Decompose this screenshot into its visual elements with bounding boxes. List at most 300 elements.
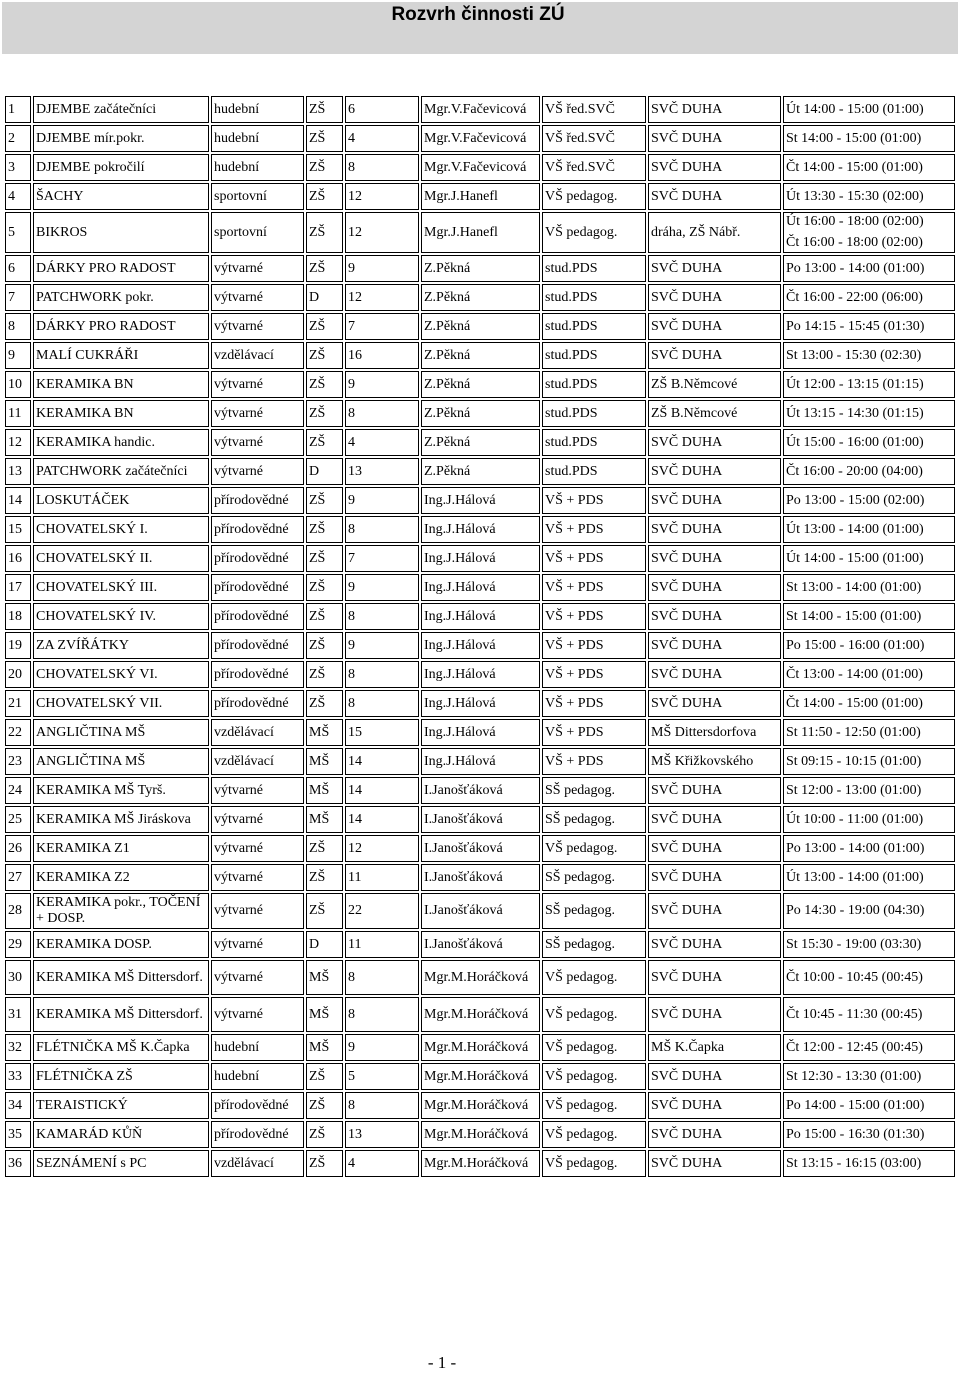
participant-count: 8 <box>345 603 419 630</box>
teacher-name: Ing.J.Hálová <box>421 748 540 775</box>
activity-field: výtvarné <box>211 458 304 485</box>
school-type: ZŠ <box>306 1150 343 1177</box>
time-slot: Út 16:00 - 18:00 (02:00) <box>786 214 924 229</box>
teacher-name: Z.Pěkná <box>421 400 540 427</box>
activity-name: SEZNÁMENÍ s PC <box>33 1150 209 1177</box>
teacher-qualification: stud.PDS <box>542 429 646 456</box>
teacher-qualification: VŠ + PDS <box>542 487 646 514</box>
teacher-name: Ing.J.Hálová <box>421 632 540 659</box>
schedule-time <box>783 690 955 717</box>
school-type: ZŠ <box>306 1121 343 1148</box>
teacher-name: I.Janošťáková <box>421 777 540 804</box>
row-number: 27 <box>5 864 31 891</box>
time-slot: Čt 12:00 - 12:45 (00:45) <box>786 1039 923 1055</box>
teacher-name: Z.Pěkná <box>421 313 540 340</box>
teacher-qualification: VŠ pedagog. <box>542 1063 646 1090</box>
activity-name: KERAMIKA pokr., TOČENÍ + DOSP. <box>33 893 209 929</box>
activity-name: KERAMIKA BN <box>33 371 209 398</box>
time-slot: St 14:00 - 15:00 (01:00) <box>786 130 922 146</box>
table-row <box>5 931 955 958</box>
venue: ZŠ B.Němcové <box>648 371 781 398</box>
teacher-name: Z.Pěkná <box>421 342 540 369</box>
schedule-time <box>783 1121 955 1148</box>
teacher-name: Ing.J.Hálová <box>421 487 540 514</box>
row-number: 19 <box>5 632 31 659</box>
time-slot: St 11:50 - 12:50 (01:00) <box>786 724 921 740</box>
row-number: 24 <box>5 777 31 804</box>
venue: SVČ DUHA <box>648 429 781 456</box>
teacher-name: I.Janošťáková <box>421 806 540 833</box>
activity-field: přírodovědné <box>211 516 304 543</box>
activity-field: výtvarné <box>211 255 304 282</box>
venue: SVČ DUHA <box>648 284 781 311</box>
activity-name: CHOVATELSKÝ VI. <box>33 661 209 688</box>
venue: SVČ DUHA <box>648 690 781 717</box>
time-slot: St 14:00 - 15:00 (01:00) <box>786 608 922 624</box>
activity-name: KERAMIKA DOSP. <box>33 931 209 958</box>
activity-field: přírodovědné <box>211 661 304 688</box>
school-type: ZŠ <box>306 371 343 398</box>
teacher-qualification: stud.PDS <box>542 255 646 282</box>
activity-name: BIKROS <box>33 212 209 253</box>
teacher-qualification: VŠ + PDS <box>542 603 646 630</box>
activity-field: výtvarné <box>211 893 304 929</box>
venue: SVČ DUHA <box>648 661 781 688</box>
activity-name: DÁRKY PRO RADOST <box>33 313 209 340</box>
teacher-name: Mgr.M.Horáčková <box>421 1150 540 1177</box>
activity-name: ŠACHY <box>33 183 209 210</box>
time-slot: Čt 14:00 - 15:00 (01:00) <box>786 695 923 711</box>
schedule-time <box>783 719 955 746</box>
teacher-name: Mgr.M.Horáčková <box>421 1121 540 1148</box>
row-number: 17 <box>5 574 31 601</box>
row-number: 35 <box>5 1121 31 1148</box>
table-row <box>5 960 955 995</box>
teacher-qualification: SŠ pedagog. <box>542 893 646 929</box>
school-type: ZŠ <box>306 690 343 717</box>
teacher-name: Z.Pěkná <box>421 458 540 485</box>
school-type: ZŠ <box>306 893 343 929</box>
participant-count: 4 <box>345 125 419 152</box>
row-number: 10 <box>5 371 31 398</box>
schedule-time <box>783 632 955 659</box>
teacher-name: Mgr.M.Horáčková <box>421 1063 540 1090</box>
table-row <box>5 777 955 804</box>
table-row <box>5 690 955 717</box>
teacher-qualification: VŠ řed.SVČ <box>542 125 646 152</box>
participant-count: 13 <box>345 458 419 485</box>
teacher-name: Ing.J.Hálová <box>421 574 540 601</box>
table-row <box>5 1092 955 1119</box>
schedule-time <box>783 313 955 340</box>
venue: SVČ DUHA <box>648 806 781 833</box>
time-slot: Po 15:00 - 16:30 (01:30) <box>786 1126 925 1142</box>
venue: SVČ DUHA <box>648 574 781 601</box>
row-number: 1 <box>5 96 31 123</box>
table-row <box>5 429 955 456</box>
table-row <box>5 284 955 311</box>
time-slot: Čt 16:00 - 18:00 (02:00) <box>786 235 923 250</box>
time-slot: St 09:15 - 10:15 (01:00) <box>786 753 922 769</box>
table-row <box>5 1150 955 1177</box>
activity-field: výtvarné <box>211 806 304 833</box>
school-type: ZŠ <box>306 1063 343 1090</box>
table-row <box>5 487 955 514</box>
schedule-time <box>783 748 955 775</box>
venue: SVČ DUHA <box>648 997 781 1032</box>
table-row <box>5 125 955 152</box>
participant-count: 7 <box>345 313 419 340</box>
activity-name: MALÍ CUKRÁŘI <box>33 342 209 369</box>
table-row <box>5 400 955 427</box>
schedule-time <box>783 777 955 804</box>
schedule-time <box>783 835 955 862</box>
venue: MŠ Křižkovského <box>648 748 781 775</box>
table-row <box>5 458 955 485</box>
row-number: 21 <box>5 690 31 717</box>
schedule-time <box>783 458 955 485</box>
venue: SVČ DUHA <box>648 313 781 340</box>
schedule-time <box>783 545 955 572</box>
school-type: MŠ <box>306 777 343 804</box>
schedule-time <box>783 997 955 1032</box>
teacher-name: Mgr.M.Horáčková <box>421 960 540 995</box>
venue: SVČ DUHA <box>648 255 781 282</box>
table-row <box>5 255 955 282</box>
participant-count: 8 <box>345 154 419 181</box>
activity-name: DÁRKY PRO RADOST <box>33 255 209 282</box>
activity-name: KERAMIKA MŠ Dittersdorf. <box>33 960 209 995</box>
time-slot: St 15:30 - 19:00 (03:30) <box>786 936 922 952</box>
time-slot: Út 14:00 - 15:00 (01:00) <box>786 101 924 117</box>
participant-count: 4 <box>345 1150 419 1177</box>
schedule-time <box>783 125 955 152</box>
venue: ZŠ B.Němcové <box>648 400 781 427</box>
activity-field: hudební <box>211 154 304 181</box>
schedule-time <box>783 516 955 543</box>
time-slot: Po 13:00 - 15:00 (02:00) <box>786 492 925 508</box>
table-row <box>5 1034 955 1061</box>
school-type: ZŠ <box>306 313 343 340</box>
activity-field: výtvarné <box>211 931 304 958</box>
time-slot: Čt 16:00 - 22:00 (06:00) <box>786 289 923 305</box>
time-slot: Út 13:00 - 14:00 (01:00) <box>786 869 924 885</box>
activity-field: výtvarné <box>211 777 304 804</box>
school-type: ZŠ <box>306 661 343 688</box>
participant-count: 8 <box>345 516 419 543</box>
participant-count: 9 <box>345 632 419 659</box>
teacher-qualification: VŠ + PDS <box>542 719 646 746</box>
teacher-qualification: SŠ pedagog. <box>542 931 646 958</box>
school-type: MŠ <box>306 719 343 746</box>
participant-count: 12 <box>345 284 419 311</box>
row-number: 7 <box>5 284 31 311</box>
venue: SVČ DUHA <box>648 1121 781 1148</box>
schedule-time <box>783 864 955 891</box>
teacher-qualification: VŠ pedagog. <box>542 1121 646 1148</box>
table-row <box>5 719 955 746</box>
teacher-qualification: VŠ + PDS <box>542 574 646 601</box>
row-number: 11 <box>5 400 31 427</box>
activity-name: KERAMIKA handic. <box>33 429 209 456</box>
participant-count: 8 <box>345 661 419 688</box>
schedule-time <box>783 1150 955 1177</box>
row-number: 30 <box>5 960 31 995</box>
activity-field: hudební <box>211 96 304 123</box>
teacher-name: Ing.J.Hálová <box>421 545 540 572</box>
school-type: MŠ <box>306 748 343 775</box>
teacher-qualification: VŠ + PDS <box>542 632 646 659</box>
schedule-time <box>783 400 955 427</box>
teacher-qualification: stud.PDS <box>542 400 646 427</box>
participant-count: 9 <box>345 487 419 514</box>
school-type: MŠ <box>306 997 343 1032</box>
row-number: 8 <box>5 313 31 340</box>
school-type: ZŠ <box>306 212 343 253</box>
row-number: 13 <box>5 458 31 485</box>
activity-field: výtvarné <box>211 371 304 398</box>
participant-count: 6 <box>345 96 419 123</box>
participant-count: 14 <box>345 806 419 833</box>
row-number: 33 <box>5 1063 31 1090</box>
time-slot: Čt 14:00 - 15:00 (01:00) <box>786 159 923 175</box>
teacher-qualification: stud.PDS <box>542 371 646 398</box>
school-type: ZŠ <box>306 1092 343 1119</box>
teacher-qualification: stud.PDS <box>542 313 646 340</box>
school-type: ZŠ <box>306 516 343 543</box>
table-row <box>5 1121 955 1148</box>
time-slot: Čt 10:45 - 11:30 (00:45) <box>786 1006 923 1022</box>
schedule-time <box>783 284 955 311</box>
row-number: 23 <box>5 748 31 775</box>
time-slot: Čt 13:00 - 14:00 (01:00) <box>786 666 923 682</box>
time-slot: St 12:00 - 13:00 (01:00) <box>786 782 922 798</box>
time-slot: Út 15:00 - 16:00 (01:00) <box>786 434 924 450</box>
teacher-qualification: VŠ + PDS <box>542 748 646 775</box>
table-row <box>5 603 955 630</box>
school-type: ZŠ <box>306 545 343 572</box>
schedule-time <box>783 806 955 833</box>
venue: SVČ DUHA <box>648 931 781 958</box>
row-number: 32 <box>5 1034 31 1061</box>
teacher-name: Mgr.M.Horáčková <box>421 997 540 1032</box>
teacher-qualification: VŠ pedagog. <box>542 1034 646 1061</box>
time-slot: St 13:15 - 16:15 (03:00) <box>786 1155 922 1171</box>
time-slot: St 13:00 - 15:30 (02:30) <box>786 347 922 363</box>
row-number: 9 <box>5 342 31 369</box>
schedule-time <box>783 96 955 123</box>
participant-count: 9 <box>345 371 419 398</box>
activity-name: KERAMIKA MŠ Tyrš. <box>33 777 209 804</box>
school-type: MŠ <box>306 1034 343 1061</box>
row-number: 14 <box>5 487 31 514</box>
schedule-time <box>783 371 955 398</box>
table-row <box>5 574 955 601</box>
venue: SVČ DUHA <box>648 342 781 369</box>
school-type: ZŠ <box>306 574 343 601</box>
table-row <box>5 342 955 369</box>
activity-name: DJEMBE začátečníci <box>33 96 209 123</box>
time-slot: St 13:00 - 14:00 (01:00) <box>786 579 922 595</box>
participant-count: 12 <box>345 835 419 862</box>
teacher-qualification: VŠ pedagog. <box>542 1092 646 1119</box>
venue: SVČ DUHA <box>648 1092 781 1119</box>
schedule-body <box>5 96 955 1177</box>
schedule-time <box>783 893 955 929</box>
schedule-time <box>783 574 955 601</box>
teacher-name: Mgr.J.Hanefl <box>421 183 540 210</box>
teacher-qualification: VŠ pedagog. <box>542 835 646 862</box>
venue: SVČ DUHA <box>648 516 781 543</box>
school-type: D <box>306 931 343 958</box>
teacher-name: Mgr.M.Horáčková <box>421 1034 540 1061</box>
activity-name: CHOVATELSKÝ IV. <box>33 603 209 630</box>
participant-count: 12 <box>345 212 419 253</box>
activity-name: CHOVATELSKÝ III. <box>33 574 209 601</box>
venue: MŠ Dittersdorfova <box>648 719 781 746</box>
table-row <box>5 632 955 659</box>
participant-count: 8 <box>345 690 419 717</box>
school-type: ZŠ <box>306 632 343 659</box>
time-slot: Út 13:30 - 15:30 (02:00) <box>786 188 924 204</box>
venue: SVČ DUHA <box>648 1150 781 1177</box>
activity-field: vzdělávací <box>211 748 304 775</box>
time-slot: Po 14:00 - 15:00 (01:00) <box>786 1097 925 1113</box>
school-type: MŠ <box>306 806 343 833</box>
activity-field: přírodovědné <box>211 1121 304 1148</box>
teacher-qualification: stud.PDS <box>542 284 646 311</box>
schedule-time <box>783 1092 955 1119</box>
school-type: ZŠ <box>306 183 343 210</box>
schedule-time <box>783 154 955 181</box>
row-number: 2 <box>5 125 31 152</box>
activity-field: výtvarné <box>211 313 304 340</box>
participant-count: 13 <box>345 1121 419 1148</box>
school-type: ZŠ <box>306 603 343 630</box>
activity-field: sportovní <box>211 212 304 253</box>
teacher-name: Mgr.V.Fačevicová <box>421 96 540 123</box>
table-row <box>5 212 955 253</box>
teacher-name: Mgr.M.Horáčková <box>421 1092 540 1119</box>
row-number: 6 <box>5 255 31 282</box>
venue: SVČ DUHA <box>648 960 781 995</box>
activity-name: ANGLIČTINA MŠ <box>33 719 209 746</box>
activity-name: TERAISTICKÝ <box>33 1092 209 1119</box>
teacher-name: Ing.J.Hálová <box>421 719 540 746</box>
row-number: 15 <box>5 516 31 543</box>
activity-name: KERAMIKA Z2 <box>33 864 209 891</box>
participant-count: 11 <box>345 931 419 958</box>
table-row <box>5 154 955 181</box>
school-type: D <box>306 284 343 311</box>
activity-field: vzdělávací <box>211 342 304 369</box>
participant-count: 9 <box>345 574 419 601</box>
time-slot: Po 15:00 - 16:00 (01:00) <box>786 637 925 653</box>
teacher-qualification: VŠ + PDS <box>542 516 646 543</box>
activity-name: LOSKUTÁČEK <box>33 487 209 514</box>
row-number: 36 <box>5 1150 31 1177</box>
venue: SVČ DUHA <box>648 125 781 152</box>
activity-name: ZA ZVÍŘÁTKY <box>33 632 209 659</box>
schedule-time <box>783 342 955 369</box>
row-number: 4 <box>5 183 31 210</box>
activity-field: vzdělávací <box>211 1150 304 1177</box>
activity-field: přírodovědné <box>211 632 304 659</box>
activity-name: PATCHWORK začátečníci <box>33 458 209 485</box>
activity-field: přírodovědné <box>211 545 304 572</box>
table-row <box>5 371 955 398</box>
activity-field: přírodovědné <box>211 574 304 601</box>
activity-field: hudební <box>211 1063 304 1090</box>
venue: SVČ DUHA <box>648 458 781 485</box>
row-number: 12 <box>5 429 31 456</box>
time-slot: Po 14:15 - 15:45 (01:30) <box>786 318 925 334</box>
teacher-qualification: SŠ pedagog. <box>542 864 646 891</box>
activity-name: KERAMIKA Z1 <box>33 835 209 862</box>
activity-name: KERAMIKA MŠ Jiráskova <box>33 806 209 833</box>
participant-count: 8 <box>345 960 419 995</box>
teacher-qualification: VŠ + PDS <box>542 690 646 717</box>
activity-field: výtvarné <box>211 997 304 1032</box>
school-type: ZŠ <box>306 835 343 862</box>
teacher-name: Z.Pěkná <box>421 371 540 398</box>
time-slot: Čt 16:00 - 20:00 (04:00) <box>786 463 923 479</box>
participant-count: 8 <box>345 1092 419 1119</box>
activity-name: FLÉTNIČKA ZŠ <box>33 1063 209 1090</box>
venue: SVČ DUHA <box>648 603 781 630</box>
table-row <box>5 997 955 1032</box>
schedule-time <box>783 212 955 253</box>
time-slot: Čt 10:00 - 10:45 (00:45) <box>786 969 923 985</box>
participant-count: 14 <box>345 777 419 804</box>
venue: SVČ DUHA <box>648 777 781 804</box>
table-row <box>5 1063 955 1090</box>
table-row <box>5 893 955 929</box>
activity-field: výtvarné <box>211 960 304 995</box>
schedule-time <box>783 661 955 688</box>
teacher-name: Ing.J.Hálová <box>421 516 540 543</box>
school-type: ZŠ <box>306 255 343 282</box>
table-row <box>5 183 955 210</box>
activity-name: FLÉTNIČKA MŠ K.Čapka <box>33 1034 209 1061</box>
row-number: 29 <box>5 931 31 958</box>
teacher-name: Mgr.V.Fačevicová <box>421 154 540 181</box>
venue: SVČ DUHA <box>648 1063 781 1090</box>
school-type: MŠ <box>306 960 343 995</box>
activity-field: přírodovědné <box>211 1092 304 1119</box>
teacher-name: I.Janošťáková <box>421 893 540 929</box>
table-row <box>5 748 955 775</box>
participant-count: 16 <box>345 342 419 369</box>
time-slot: St 12:30 - 13:30 (01:00) <box>786 1068 922 1084</box>
time-slot: Po 13:00 - 14:00 (01:00) <box>786 840 925 856</box>
teacher-name: I.Janošťáková <box>421 931 540 958</box>
teacher-name: Ing.J.Hálová <box>421 690 540 717</box>
row-number: 22 <box>5 719 31 746</box>
schedule-time <box>783 255 955 282</box>
school-type: ZŠ <box>306 125 343 152</box>
participant-count: 8 <box>345 400 419 427</box>
activity-field: výtvarné <box>211 429 304 456</box>
table-row <box>5 864 955 891</box>
venue: SVČ DUHA <box>648 487 781 514</box>
table-row <box>5 545 955 572</box>
activity-field: výtvarné <box>211 864 304 891</box>
teacher-name: Ing.J.Hálová <box>421 661 540 688</box>
venue: SVČ DUHA <box>648 864 781 891</box>
venue: SVČ DUHA <box>648 632 781 659</box>
activity-name: KAMARÁD KŮŇ <box>33 1121 209 1148</box>
